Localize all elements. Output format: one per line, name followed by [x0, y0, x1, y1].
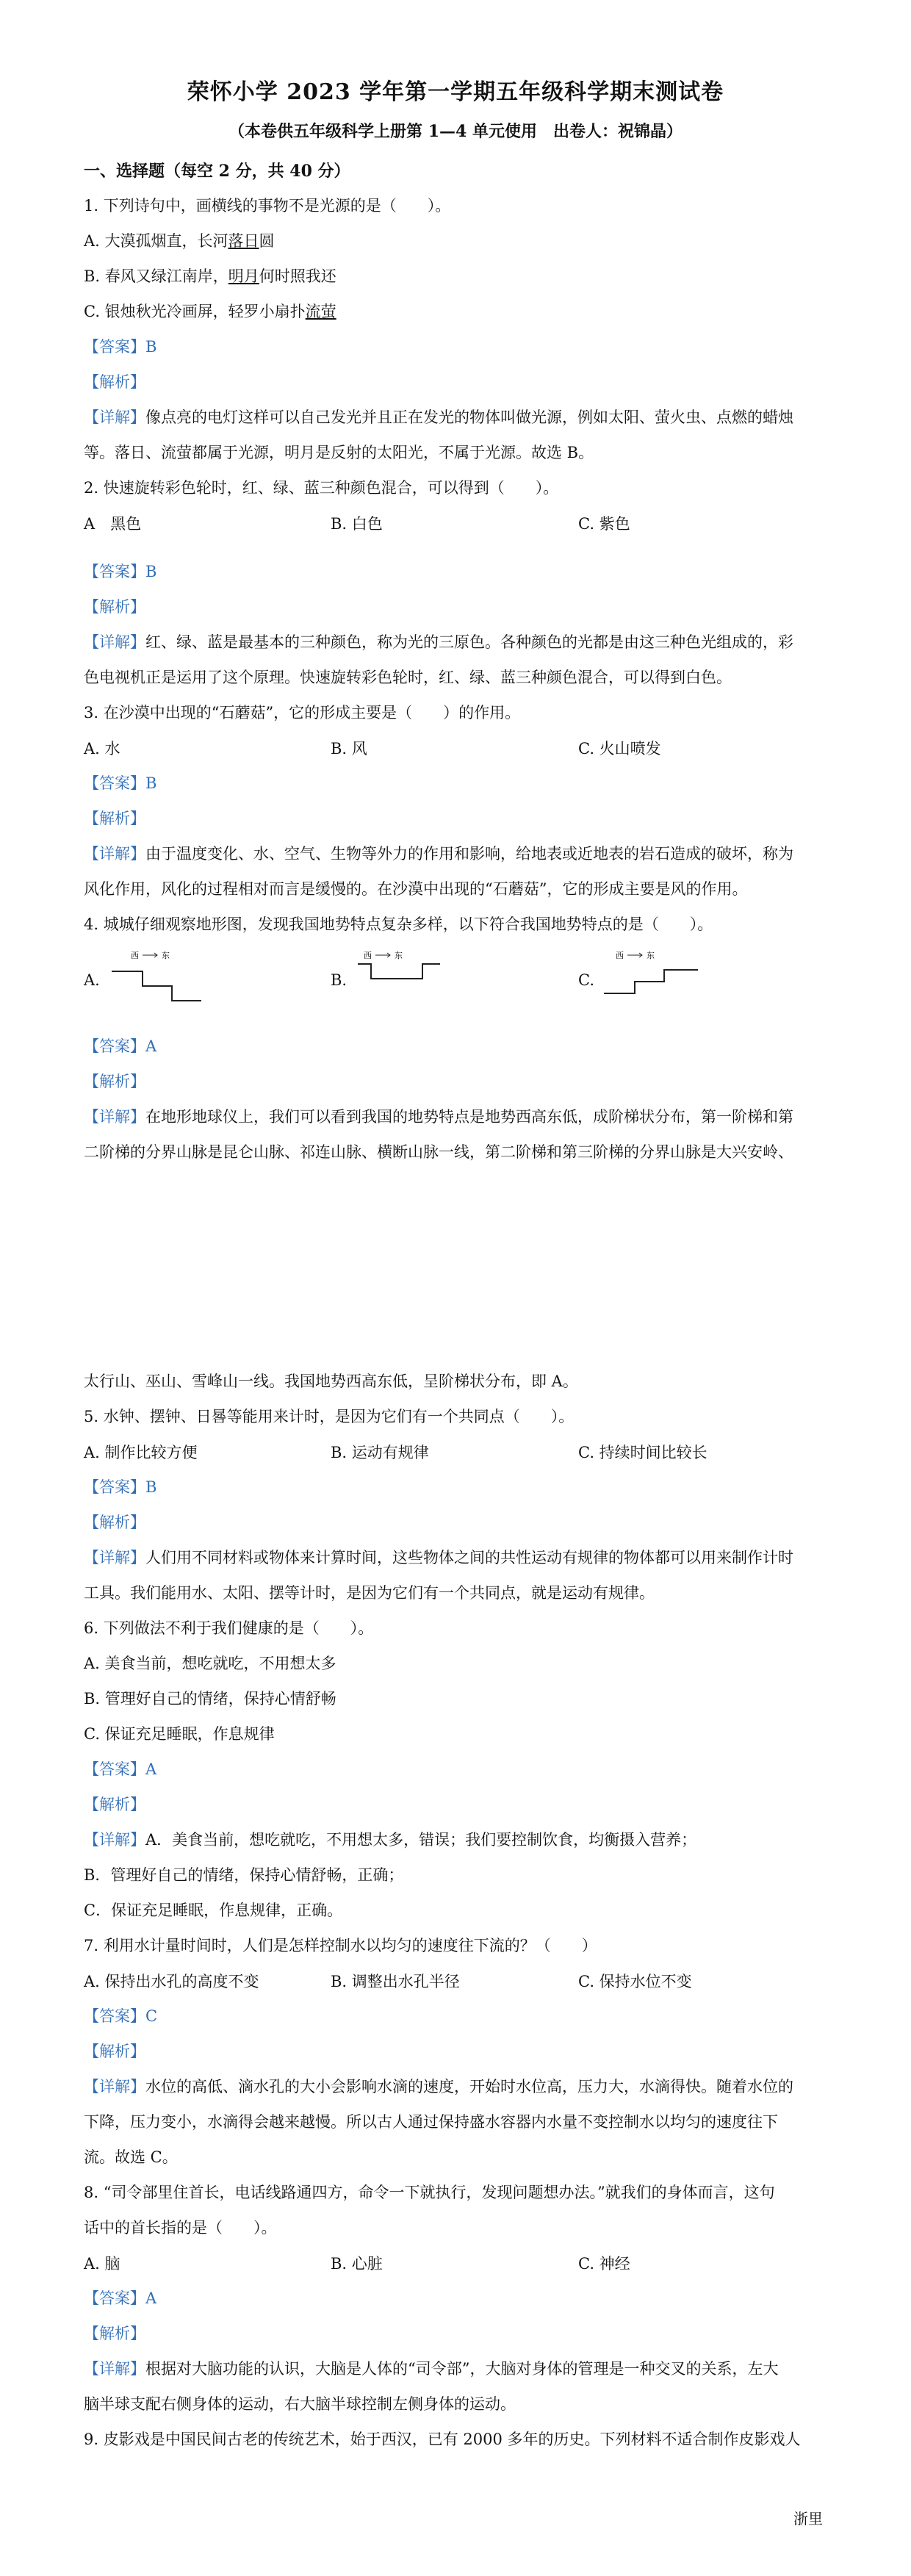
- q1-stem: 1. 下列诗句中，画横线的事物不是光源的是（ ）。: [84, 197, 451, 215]
- q6-detail-2: B．管理好自己的情绪，保持心情舒畅，正确；: [84, 1866, 404, 1884]
- q4-diagram-a-west: 西: [131, 951, 139, 960]
- q2-answer: 【答案】B: [84, 563, 157, 580]
- q3-option-a: A. 水: [84, 740, 120, 758]
- q8-stem-1: 8. “司令部里住首长，电话线路通四方，命令一下就执行，发现问题想办法。”就我们的身体而言，这句: [84, 2184, 775, 2201]
- q4-option-b: B.: [331, 971, 348, 989]
- q7-option-a: A. 保持出水孔的高度不变: [84, 1973, 259, 1990]
- q7-answer: 【答案】C: [84, 2007, 158, 2025]
- q3-detail-1: 【详解】由于温度变化、水、空气、生物等外力的作用和影响，给地表或近地表的岩石造成的破坏，称为: [84, 845, 793, 863]
- q5-stem: 5. 水钟、摆钟、日晷等能用来计时，是因为它们有一个共同点（ ）。: [84, 1408, 575, 1425]
- q8-option-c: C. 神经: [578, 2255, 630, 2273]
- q4-diagram-c-steps: [604, 970, 698, 993]
- q1-answer: 【答案】B: [84, 338, 157, 356]
- q4-diagram-c: [602, 948, 705, 1007]
- q5-analysis-label: 【解析】: [84, 1514, 145, 1531]
- q6-detail-1: 【详解】A．美食当前，想吃就吃，不用想太多，错误；我们要控制饮食，均衡摄入营养；: [84, 1831, 697, 1849]
- q7-detail-3: 流。故选 C。: [84, 2148, 178, 2166]
- q6-option-b: B. 管理好自己的情绪，保持心情舒畅: [84, 1690, 336, 1708]
- q4-diagram-a-steps: [112, 971, 201, 1001]
- q7-detail-2: 下降，压力变小，水滴得会越来越慢。所以古人通过保持盛水容器内水量不变控制水以均匀的速度往下: [84, 2113, 778, 2131]
- q4-option-a: A.: [84, 971, 100, 989]
- q8-option-b: B. 心脏: [331, 2255, 383, 2273]
- q4-option-c: C.: [578, 971, 594, 989]
- q7-option-c: C. 保持水位不变: [578, 1973, 692, 1990]
- section-heading: 一、选择题（每空 2 分，共 40 分）: [84, 162, 350, 181]
- q1-analysis-label: 【解析】: [84, 373, 145, 391]
- q2-detail-2: 色电视机正是运用了这个原理。快速旋转彩色轮时，红、绿、蓝三种颜色混合，可以得到白色。: [84, 669, 732, 686]
- q7-stem: 7. 利用水计量时间时，人们是怎样控制水以均匀的速度往下流的？（ ）: [84, 1937, 597, 1954]
- q3-analysis-label: 【解析】: [84, 810, 145, 827]
- q3-stem: 3. 在沙漠中出现的“石蘑菇”，它的形成主要是（ ）的作用。: [84, 704, 521, 722]
- q6-analysis-label: 【解析】: [84, 1796, 145, 1813]
- q5-option-a: A. 制作比较方便: [84, 1444, 198, 1461]
- q4-diagram-c-east: 东: [647, 951, 655, 960]
- q1-option-a: A. 大漠孤烟直，长河落日圆: [84, 232, 275, 250]
- page-subtitle: （本卷供五年级科学上册第 1—4 单元使用 出卷人：祝锦晶）: [228, 122, 683, 141]
- q8-analysis-label: 【解析】: [84, 2325, 145, 2342]
- q4-analysis-label: 【解析】: [84, 1073, 145, 1090]
- q1-detail-1: 【详解】像点亮的电灯这样可以自己发光并且正在发光的物体叫做光源，例如太阳、萤火虫、点燃的蜡烛: [84, 409, 793, 426]
- q4-diagram-b-west: 西: [364, 951, 372, 960]
- q2-option-a: A 黑色: [84, 515, 142, 533]
- q2-stem: 2. 快速旋转彩色轮时，红、绿、蓝三种颜色混合，可以得到（ ）。: [84, 479, 559, 497]
- q4-detail-2: 二阶梯的分界山脉是昆仑山脉、祁连山脉、横断山脉一线，第二阶梯和第三阶梯的分界山脉是大兴安岭、: [84, 1143, 793, 1161]
- q8-detail-1: 【详解】根据对大脑功能的认识，大脑是人体的“司令部”，大脑对身体的管理是一种交叉的关系，左大: [84, 2360, 779, 2378]
- q8-answer: 【答案】A: [84, 2289, 157, 2307]
- q3-option-c: C. 火山喷发: [578, 740, 661, 758]
- q1-detail-2: 等。落日、流萤都属于光源，明月是反射的太阳光，不属于光源。故选 B。: [84, 444, 594, 461]
- q4-detail-1: 【详解】在地形地球仪上，我们可以看到我国的地势特点是地势西高东低，成阶梯状分布，第一阶梯和第: [84, 1108, 793, 1126]
- q3-option-b: B. 风: [331, 740, 367, 758]
- q5-detail-2: 工具。我们能用水、太阳、摆等计时，是因为它们有一个共同点，就是运动有规律。: [84, 1584, 655, 1602]
- q8-stem-2: 话中的首长指的是（ ）。: [84, 2219, 277, 2237]
- page-title: 荣怀小学 2023 学年第一学期五年级科学期末测试卷: [187, 79, 724, 105]
- q5-option-b: B. 运动有规律: [331, 1444, 429, 1461]
- q6-option-c: C. 保证充足睡眠，作息规律: [84, 1725, 275, 1743]
- q8-detail-2: 脑半球支配右侧身体的运动，右大脑半球控制左侧身体的运动。: [84, 2395, 516, 2413]
- q3-answer: 【答案】B: [84, 774, 157, 792]
- q8-option-a: A. 脑: [84, 2255, 120, 2273]
- q4-diagram-c-west: 西: [616, 951, 624, 960]
- q3-detail-2: 风化作用，风化的过程相对而言是缓慢的。在沙漠中出现的“石蘑菇”，它的形成主要是风的作用。: [84, 880, 748, 898]
- q6-detail-3: C．保证充足睡眠，作息规律，正确。: [84, 1902, 343, 1919]
- q5-detail-1: 【详解】人们用不同材料或物体来计算时间，这些物体之间的共性运动有规律的物体都可以用来制作计时: [84, 1549, 793, 1566]
- q4-diagram-b-steps: [358, 964, 440, 979]
- q4-answer: 【答案】A: [84, 1037, 157, 1055]
- page-footer: 浙里: [793, 2510, 823, 2528]
- q4-diagram-b: [356, 948, 452, 1007]
- q6-option-a: A. 美食当前，想吃就吃，不用想太多: [84, 1655, 336, 1672]
- q9-stem: 9. 皮影戏是中国民间古老的传统艺术，始于西汉，已有 2000 多年的历史。下列材料不适合制作皮影戏人: [84, 2431, 801, 2448]
- q2-option-b: B. 白色: [331, 515, 383, 533]
- q2-analysis-label: 【解析】: [84, 598, 145, 616]
- q5-answer: 【答案】B: [84, 1478, 157, 1496]
- q4-stem: 4. 城城仔细观察地形图，发现我国地势特点复杂多样，以下符合我国地势特点的是（ ）。: [84, 915, 713, 933]
- q2-option-c: C. 紫色: [578, 515, 630, 533]
- q7-analysis-label: 【解析】: [84, 2043, 145, 2060]
- q5-option-c: C. 持续时间比较长: [578, 1444, 707, 1461]
- q4-diagram-a: [110, 948, 206, 1007]
- q7-detail-1: 【详解】水位的高低、滴水孔的大小会影响水滴的速度，开始时水位高，压力大，水滴得快。随着水位的: [84, 2078, 793, 2095]
- q6-stem: 6. 下列做法不利于我们健康的是（ ）。: [84, 1619, 374, 1637]
- q1-option-c: C. 银烛秋光冷画屏，轻罗小扇扑流萤: [84, 303, 336, 320]
- q4-diagram-a-east: 东: [162, 951, 170, 960]
- q1-option-b: B. 春风又绿江南岸，明月何时照我还: [84, 267, 336, 285]
- q4-diagram-b-east: 东: [395, 951, 403, 960]
- q7-option-b: B. 调整出水孔半径: [331, 1973, 460, 1990]
- q4-detail-3: 太行山、巫山、雪峰山一线。我国地势西高东低，呈阶梯状分布，即 A。: [84, 1372, 578, 1390]
- q2-detail-1: 【详解】红、绿、蓝是最基本的三种颜色，称为光的三原色。各种颜色的光都是由这三种色光组成的，彩: [84, 633, 793, 651]
- q6-answer: 【答案】A: [84, 1760, 157, 1778]
